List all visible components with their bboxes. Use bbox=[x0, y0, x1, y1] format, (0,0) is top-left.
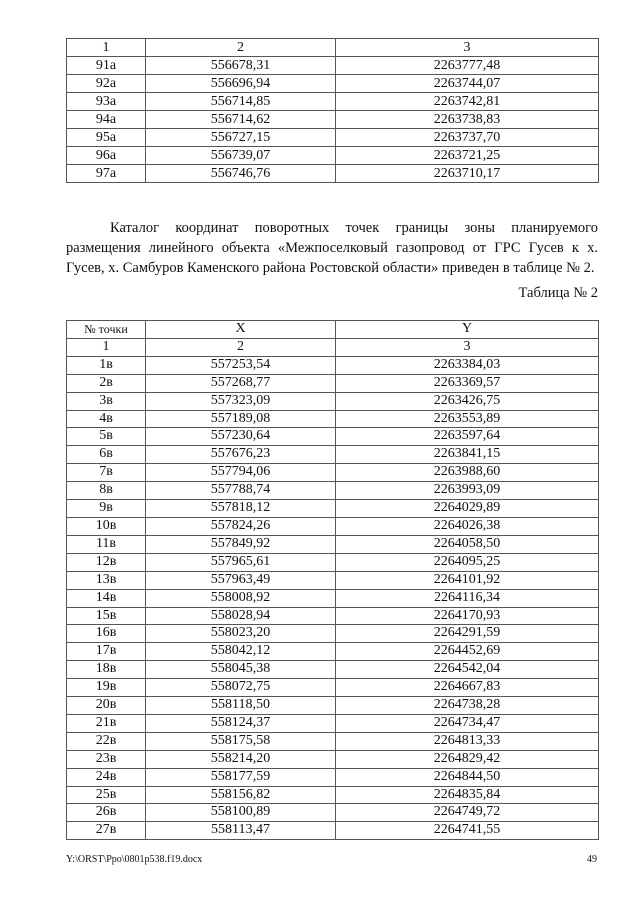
x-coordinate: 556714,85 bbox=[146, 93, 336, 111]
x-coordinate: 558042,12 bbox=[146, 643, 336, 661]
point-number: 22в bbox=[67, 732, 146, 750]
y-coordinate: 2263553,89 bbox=[336, 410, 599, 428]
y-coordinate: 2264452,69 bbox=[336, 643, 599, 661]
table-row bbox=[67, 822, 599, 840]
table-row bbox=[67, 428, 599, 446]
y-coordinate: 2264029,89 bbox=[336, 500, 599, 518]
y-coordinate: 2263737,70 bbox=[336, 129, 599, 147]
x-coordinate: 558156,82 bbox=[146, 786, 336, 804]
x-coordinate: 557676,23 bbox=[146, 446, 336, 464]
x-coordinate: 557849,92 bbox=[146, 535, 336, 553]
table-row bbox=[67, 165, 599, 183]
table-row bbox=[67, 679, 599, 697]
table-row bbox=[67, 643, 599, 661]
coordinates-table-2 bbox=[66, 320, 599, 840]
table-row bbox=[67, 589, 599, 607]
y-coordinate: 2263988,60 bbox=[336, 464, 599, 482]
table-row bbox=[67, 446, 599, 464]
coordinates-table-1 bbox=[66, 38, 599, 183]
y-coordinate: 2263742,81 bbox=[336, 93, 599, 111]
catalog-paragraph: Каталог координат поворотных точек границы зоны планируемого размещения линейного объекта «Межпоселковый газопровод от ГРС Гусев к х. Гусев, х. Самбуров Каменского района Ростовской области» приведен в таблице № 2. bbox=[66, 219, 598, 276]
y-coordinate: 2263426,75 bbox=[336, 392, 599, 410]
table-row bbox=[67, 714, 599, 732]
y-coordinate: 2264813,33 bbox=[336, 732, 599, 750]
column-number: 3 bbox=[336, 39, 599, 57]
point-number: 27в bbox=[67, 822, 146, 840]
point-number: 20в bbox=[67, 697, 146, 715]
x-coordinate: 558100,89 bbox=[146, 804, 336, 822]
table-row bbox=[67, 374, 599, 392]
point-number: 10в bbox=[67, 517, 146, 535]
table-row bbox=[67, 129, 599, 147]
header-point-number: № точки bbox=[67, 321, 146, 339]
point-number: 16в bbox=[67, 625, 146, 643]
table-row bbox=[67, 750, 599, 768]
point-number: 21в bbox=[67, 714, 146, 732]
y-coordinate: 2264734,47 bbox=[336, 714, 599, 732]
y-coordinate: 2263993,09 bbox=[336, 482, 599, 500]
y-coordinate: 2264738,28 bbox=[336, 697, 599, 715]
x-coordinate: 557818,12 bbox=[146, 500, 336, 518]
table-row bbox=[67, 57, 599, 75]
y-coordinate: 2264095,25 bbox=[336, 553, 599, 571]
x-coordinate: 558124,37 bbox=[146, 714, 336, 732]
y-coordinate: 2264749,72 bbox=[336, 804, 599, 822]
y-coordinate: 2264542,04 bbox=[336, 661, 599, 679]
x-coordinate: 556739,07 bbox=[146, 147, 336, 165]
point-number: 92а bbox=[67, 75, 146, 93]
point-number: 93а bbox=[67, 93, 146, 111]
column-number: 1 bbox=[67, 39, 146, 57]
point-number: 95а bbox=[67, 129, 146, 147]
header-row bbox=[67, 321, 599, 339]
header-x: X bbox=[146, 321, 336, 339]
x-coordinate: 557268,77 bbox=[146, 374, 336, 392]
x-coordinate: 558214,20 bbox=[146, 750, 336, 768]
x-coordinate: 557230,64 bbox=[146, 428, 336, 446]
table-row bbox=[67, 356, 599, 374]
y-coordinate: 2264058,50 bbox=[336, 535, 599, 553]
x-coordinate: 557963,49 bbox=[146, 571, 336, 589]
y-coordinate: 2264291,59 bbox=[336, 625, 599, 643]
table-row bbox=[67, 517, 599, 535]
point-number: 1в bbox=[67, 356, 146, 374]
table-row bbox=[67, 392, 599, 410]
y-coordinate: 2263721,25 bbox=[336, 147, 599, 165]
y-coordinate: 2264844,50 bbox=[336, 768, 599, 786]
table-row bbox=[67, 804, 599, 822]
point-number: 11в bbox=[67, 535, 146, 553]
point-number: 18в bbox=[67, 661, 146, 679]
table-row bbox=[67, 625, 599, 643]
x-coordinate: 556696,94 bbox=[146, 75, 336, 93]
x-coordinate: 557965,61 bbox=[146, 553, 336, 571]
x-coordinate: 556727,15 bbox=[146, 129, 336, 147]
column-number: 1 bbox=[67, 338, 146, 356]
table-row bbox=[67, 697, 599, 715]
table-row bbox=[67, 661, 599, 679]
point-number: 2в bbox=[67, 374, 146, 392]
footer-file-path: Y:\ORST\Ppo\0801p538.f19.docx bbox=[66, 854, 203, 865]
table-row bbox=[67, 786, 599, 804]
point-number: 7в bbox=[67, 464, 146, 482]
table-row bbox=[67, 732, 599, 750]
x-coordinate: 557323,09 bbox=[146, 392, 336, 410]
column-numbers-row bbox=[67, 39, 599, 57]
table-row bbox=[67, 607, 599, 625]
table-row bbox=[67, 768, 599, 786]
point-number: 26в bbox=[67, 804, 146, 822]
column-number: 3 bbox=[336, 338, 599, 356]
x-coordinate: 558045,38 bbox=[146, 661, 336, 679]
y-coordinate: 2264101,92 bbox=[336, 571, 599, 589]
x-coordinate: 556678,31 bbox=[146, 57, 336, 75]
point-number: 97а bbox=[67, 165, 146, 183]
table-row bbox=[67, 482, 599, 500]
y-coordinate: 2263369,57 bbox=[336, 374, 599, 392]
x-coordinate: 558175,58 bbox=[146, 732, 336, 750]
x-coordinate: 558177,59 bbox=[146, 768, 336, 786]
x-coordinate: 557794,06 bbox=[146, 464, 336, 482]
x-coordinate: 557253,54 bbox=[146, 356, 336, 374]
table-row bbox=[67, 93, 599, 111]
table-row bbox=[67, 571, 599, 589]
y-coordinate: 2263841,15 bbox=[336, 446, 599, 464]
point-number: 96а bbox=[67, 147, 146, 165]
x-coordinate: 556714,62 bbox=[146, 111, 336, 129]
column-numbers-row bbox=[67, 338, 599, 356]
y-coordinate: 2263738,83 bbox=[336, 111, 599, 129]
x-coordinate: 557824,26 bbox=[146, 517, 336, 535]
point-number: 25в bbox=[67, 786, 146, 804]
point-number: 4в bbox=[67, 410, 146, 428]
header-y: Y bbox=[336, 321, 599, 339]
x-coordinate: 557189,08 bbox=[146, 410, 336, 428]
y-coordinate: 2264835,84 bbox=[336, 786, 599, 804]
point-number: 19в bbox=[67, 679, 146, 697]
x-coordinate: 558028,94 bbox=[146, 607, 336, 625]
x-coordinate: 558113,47 bbox=[146, 822, 336, 840]
y-coordinate: 2264667,83 bbox=[336, 679, 599, 697]
y-coordinate: 2263710,17 bbox=[336, 165, 599, 183]
point-number: 13в bbox=[67, 571, 146, 589]
table-row bbox=[67, 111, 599, 129]
x-coordinate: 558008,92 bbox=[146, 589, 336, 607]
table-row bbox=[67, 553, 599, 571]
point-number: 6в bbox=[67, 446, 146, 464]
y-coordinate: 2263384,03 bbox=[336, 356, 599, 374]
column-number: 2 bbox=[146, 39, 336, 57]
table-row bbox=[67, 147, 599, 165]
table-row bbox=[67, 464, 599, 482]
point-number: 5в bbox=[67, 428, 146, 446]
y-coordinate: 2264170,93 bbox=[336, 607, 599, 625]
point-number: 8в bbox=[67, 482, 146, 500]
table-row bbox=[67, 500, 599, 518]
y-coordinate: 2264026,38 bbox=[336, 517, 599, 535]
x-coordinate: 558023,20 bbox=[146, 625, 336, 643]
table-row bbox=[67, 410, 599, 428]
y-coordinate: 2263777,48 bbox=[336, 57, 599, 75]
y-coordinate: 2264116,34 bbox=[336, 589, 599, 607]
point-number: 94а bbox=[67, 111, 146, 129]
point-number: 23в bbox=[67, 750, 146, 768]
point-number: 91а bbox=[67, 57, 146, 75]
point-number: 14в bbox=[67, 589, 146, 607]
y-coordinate: 2263744,07 bbox=[336, 75, 599, 93]
point-number: 12в bbox=[67, 553, 146, 571]
point-number: 24в bbox=[67, 768, 146, 786]
x-coordinate: 556746,76 bbox=[146, 165, 336, 183]
table-row bbox=[67, 75, 599, 93]
y-coordinate: 2264741,55 bbox=[336, 822, 599, 840]
y-coordinate: 2263597,64 bbox=[336, 428, 599, 446]
point-number: 9в bbox=[67, 500, 146, 518]
y-coordinate: 2264829,42 bbox=[336, 750, 599, 768]
table-caption: Таблица № 2 bbox=[518, 285, 598, 301]
x-coordinate: 558072,75 bbox=[146, 679, 336, 697]
x-coordinate: 558118,50 bbox=[146, 697, 336, 715]
point-number: 15в bbox=[67, 607, 146, 625]
point-number: 17в bbox=[67, 643, 146, 661]
column-number: 2 bbox=[146, 338, 336, 356]
table-row bbox=[67, 535, 599, 553]
page-number: 49 bbox=[587, 854, 597, 865]
point-number: 3в bbox=[67, 392, 146, 410]
x-coordinate: 557788,74 bbox=[146, 482, 336, 500]
